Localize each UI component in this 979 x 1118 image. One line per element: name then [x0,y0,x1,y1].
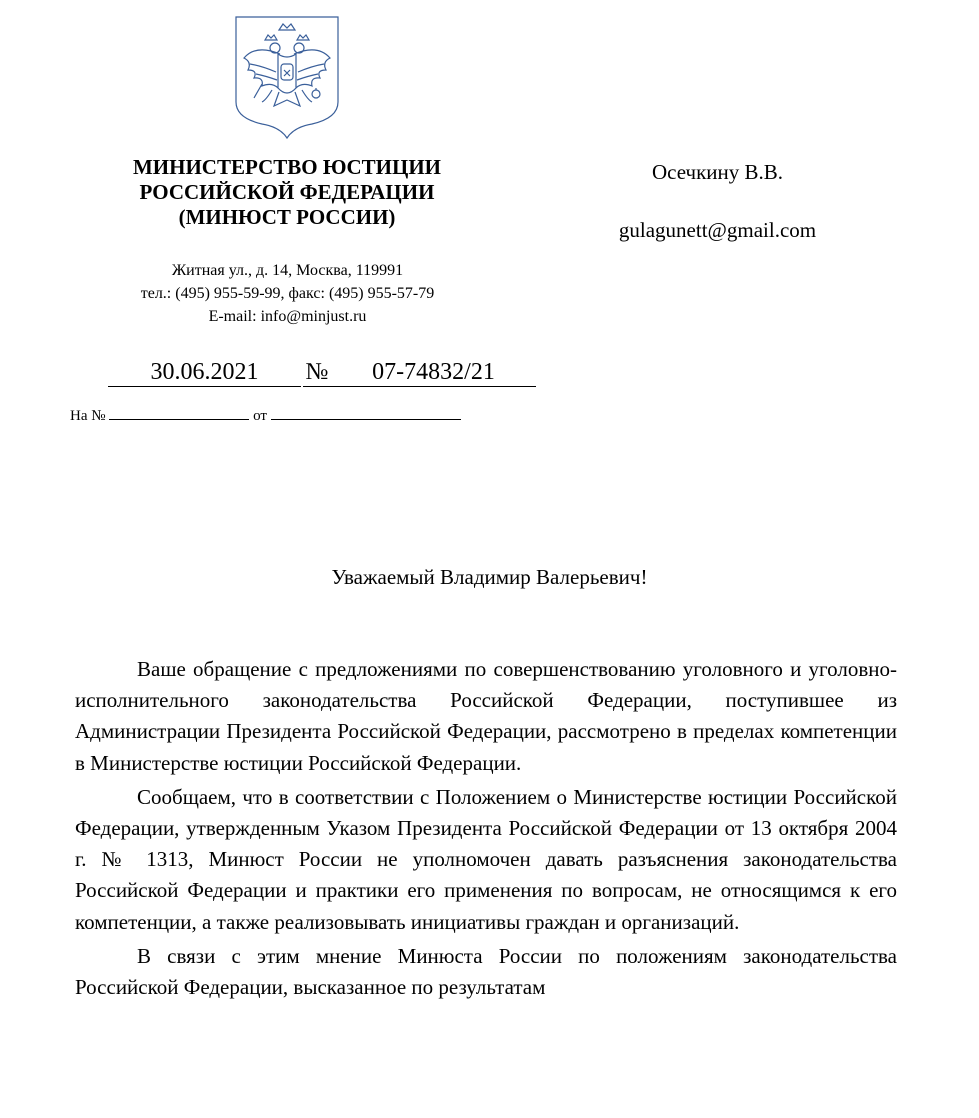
ministry-phones: тел.: (495) 955-59-99, факс: (495) 955-57-79 [140,285,435,302]
coat-of-arms-icon [232,14,342,140]
salutation: Уважаемый Владимир Валерьевич! [331,565,648,589]
paragraph: Ваше обращение с предложениями по совершенствованию уголовного и уголовно-исполнительного законодательства Российской Федерации, поступившее из Администрации Президента Российской Федерации, рассмотрено в пределах компетенции в Министерстве юстиции Российской Федерации. [75,657,897,775]
recipient-block [590,158,845,244]
recipient-email: gulagunett@gmail.com [618,218,817,242]
reference-date-blank [271,404,461,420]
registration-line [108,357,538,389]
paragraph: В связи с этим мнение Минюста России по положениям законодательства Российской Федерации, высказанное по результатам [75,943,897,1000]
ministry-name-line2: РОССИЙСКОЙ ФЕДЕРАЦИИ [139,180,435,204]
ministry-name-line3: (МИНЮСТ РОССИИ) [178,205,396,229]
reference-number-blank [109,404,249,420]
registration-date: 30.06.2021 [108,357,301,387]
ministry-email: E-mail: info@minjust.ru [208,308,367,325]
reference-prefix: На № [70,408,106,424]
paragraph: Сообщаем, что в соответствии с Положением о Министерстве юстиции Российской Федерации, утвержденным Указом Президента Российской Федерации от 13 октября 2004 г. № 1313, Минюст России не уполномочен давать разъяснения законодательства Российской Федерации и практики его применения по вопросам, не относящимся к его компетенции, а также реализовывать инициативы граждан и организаций. [75,784,897,934]
ministry-name-line1: МИНИСТЕРСТВО ЮСТИЦИИ [132,155,441,179]
letter-body [75,654,897,1006]
ministry-contacts [80,259,495,328]
recipient-name: Осечкину В.В. [651,160,784,184]
ministry-name [92,155,482,230]
registration-number: 07-74832/21 [331,357,536,387]
reference-line [70,404,461,426]
reference-from: от [253,408,267,424]
number-sign: № [303,357,331,387]
ministry-address: Житная ул., д. 14, Москва, 119991 [171,262,404,279]
